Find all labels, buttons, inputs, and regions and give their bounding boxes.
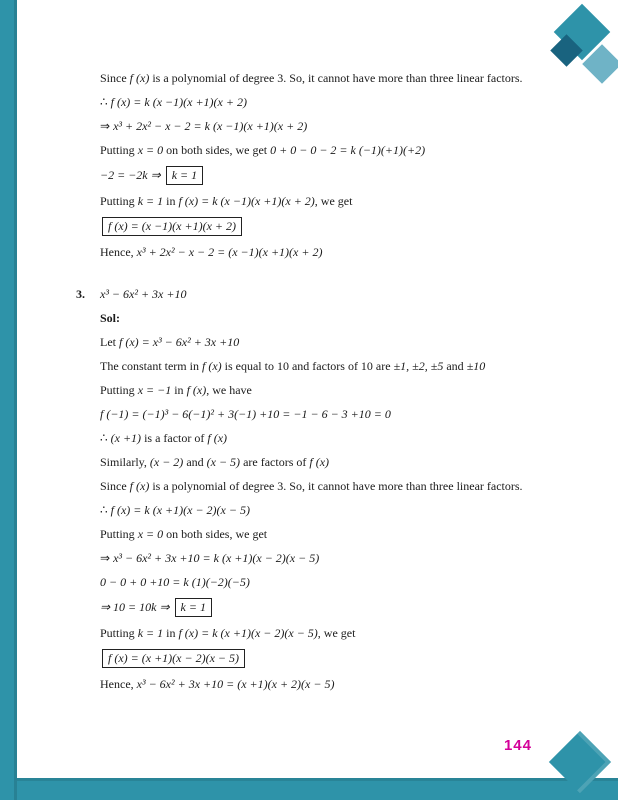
text-line [100,70,570,86]
text-segment: f (x) [129,71,150,85]
text-line [100,193,570,209]
text-segment: x³ − 6x² + 3x +10 = k (x +1)(x − 2)(x − 5) [113,551,320,565]
text-line [100,382,570,398]
text-segment: Putting [100,143,138,157]
text-segment: f (x) = x³ − 6x² + 3x +10 [119,335,240,349]
text-segment: , we get [317,626,356,640]
text-segment: is a polynomial of degree 3. So, it cannot have more than three linear factors. [149,479,523,493]
text-segment: ⇒ [100,119,114,133]
text-segment: Hence, [100,245,137,259]
bottom-border-strip [0,778,618,800]
text-segment: (x − 2) [149,455,184,469]
text-segment: x³ + 2x² − x − 2 = k (x −1)(x +1)(x + 2) [113,119,308,133]
text-segment: −2 = −2k ⇒ [100,168,164,182]
text-line [100,334,570,350]
text-line [100,430,570,446]
text-line [100,478,570,494]
text-line [100,574,570,590]
boxed-result: f (x) = (x −1)(x +1)(x + 2) [102,217,242,236]
text-segment: is equal to 10 and factors of 10 are [221,359,394,373]
text-segment: f (x) [186,383,207,397]
text-segment: f (x) [309,455,330,469]
text-segment: f (−1) = (−1)³ − 6(−1)² + 3(−1) +10 = −1 − 6 − 3 +10 = 0 [100,407,391,421]
text-segment: and [183,455,207,469]
text-segment: f (x) [201,359,222,373]
text-segment: x³ − 6x² + 3x +10 [100,287,187,301]
text-line [100,142,570,158]
text-segment: Putting [100,194,138,208]
text-line [100,118,570,134]
text-line [100,310,570,326]
text-line [100,625,570,641]
text-segment: f (x) = k (x −1)(x +1)(x + 2) [110,95,247,109]
text-segment: is a factor of [141,431,208,445]
section-gap [100,268,570,284]
boxed-result: k = 1 [175,598,212,617]
text-segment: Putting [100,383,138,397]
text-segment: ±1, ±2, ±5 [393,359,444,373]
problem-heading [76,286,570,302]
text-segment: in [163,194,179,208]
text-segment: on both sides, we get [163,143,271,157]
text-segment: and [443,359,467,373]
left-border-strip [0,0,17,800]
text-segment: 0 + 0 − 0 − 2 = k (−1)(+1)(+2) [270,143,426,157]
problem-number: 3. [76,287,85,301]
text-segment: Similarly, [100,455,150,469]
text-segment: ⇒ 10 = 10k ⇒ [100,600,173,614]
text-segment: in [171,383,187,397]
text-segment: Let [100,335,119,349]
text-segment: The constant term in [100,359,202,373]
text-line [100,406,570,422]
text-segment: ±10 [466,359,486,373]
text-segment: ∴ [100,95,111,109]
boxed-result: k = 1 [166,166,203,185]
text-segment: f (x) = k (x +1)(x − 2)(x − 5) [178,626,318,640]
text-line [100,550,570,566]
boxed-result: f (x) = (x +1)(x − 2)(x − 5) [102,649,245,668]
text-line [100,502,570,518]
text-segment: , we have [206,383,252,397]
text-line [100,526,570,542]
text-line [100,676,570,692]
text-line [100,598,570,617]
text-segment: Since [100,71,130,85]
text-segment: ∴ [100,503,111,517]
text-segment: Putting [100,626,138,640]
text-segment: are factors of [240,455,310,469]
text-segment: Putting [100,527,138,541]
text-segment: x = 0 [137,143,164,157]
text-segment: is a polynomial of degree 3. So, it cannot have more than three linear factors. [149,71,523,85]
text-segment: x = −1 [137,383,172,397]
text-line [100,217,570,236]
text-segment: f (x) [207,431,228,445]
text-segment: x³ + 2x² − x − 2 = (x −1)(x +1)(x + 2) [136,245,323,259]
page-number: 144 [503,737,532,754]
text-segment: ∴ [100,431,111,445]
text-segment: in [163,626,179,640]
text-segment: Since [100,479,130,493]
text-segment: (x − 5) [206,455,241,469]
text-segment: k = 1 [137,626,164,640]
text-segment: f (x) = k (x −1)(x +1)(x + 2) [178,194,315,208]
text-line [100,94,570,110]
text-segment: k = 1 [137,194,164,208]
text-segment: x³ − 6x² + 3x +10 = (x +1)(x + 2)(x − 5) [136,677,335,691]
text-segment: ⇒ [100,551,114,565]
text-segment: (x +1) [110,431,142,445]
text-line [100,166,570,185]
text-segment: Hence, [100,677,137,691]
text-segment: , we get [314,194,353,208]
text-segment: 0 − 0 + 0 +10 = k (1)(−2)(−5) [100,575,250,589]
text-segment: on both sides, we get [163,527,268,541]
text-segment: Sol: [100,311,121,325]
text-line [100,244,570,260]
text-line [100,649,570,668]
text-line [100,358,570,374]
text-segment: f (x) [129,479,150,493]
text-segment: x = 0 [137,527,164,541]
text-line [100,454,570,470]
solution-content [76,70,570,700]
text-segment: f (x) = k (x +1)(x − 2)(x − 5) [110,503,250,517]
